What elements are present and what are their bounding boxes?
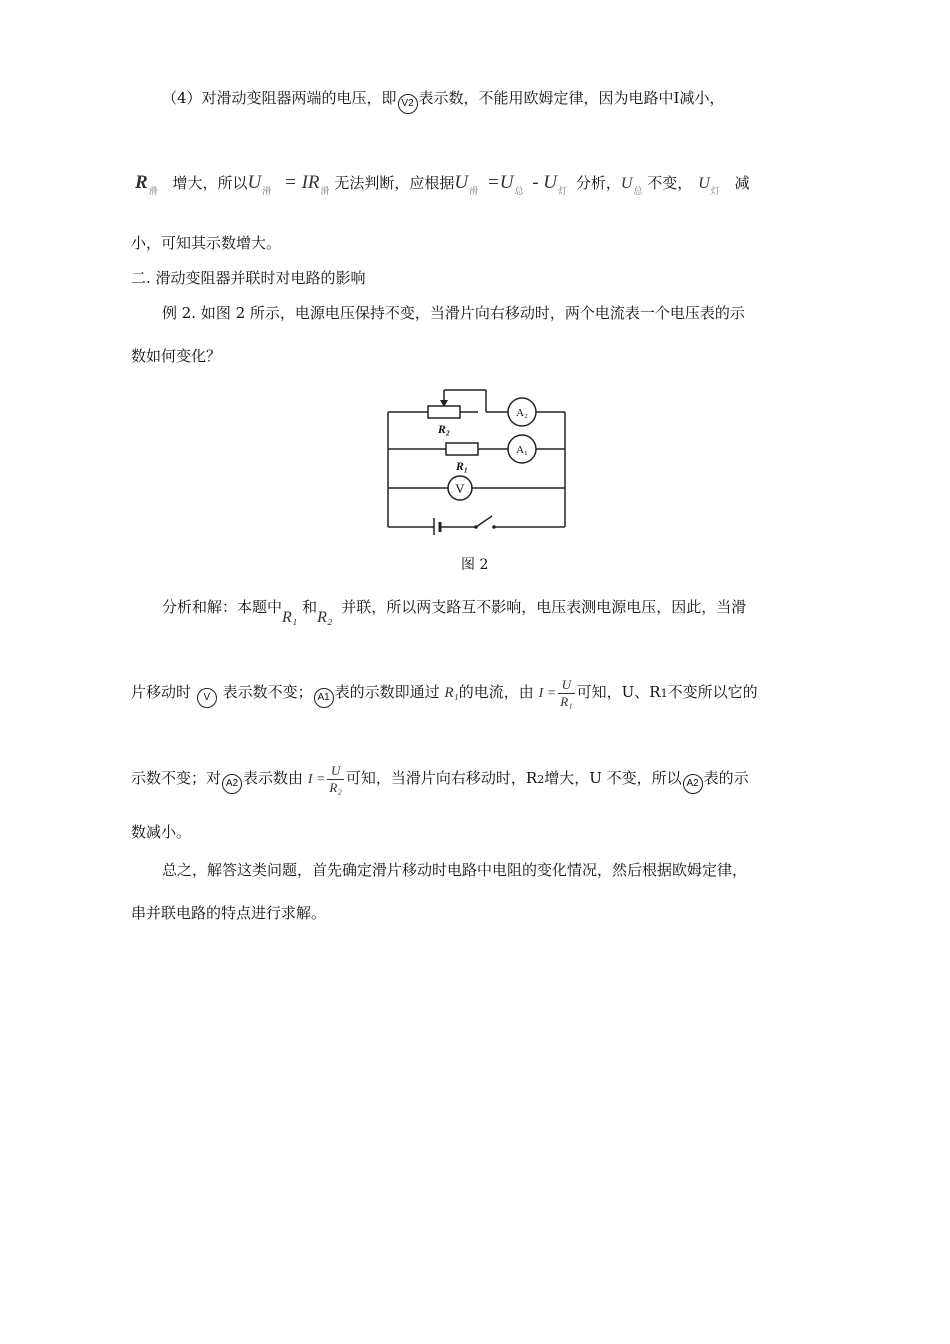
analysis-l2-text-d: 的电流，由 [458,683,534,701]
analysis-l2-text-e: 可知，U、R [576,683,661,701]
sub-deng-2: 灯 [710,187,720,197]
analysis-line3 [131,758,749,800]
resistor-r1 [446,443,478,455]
analysis-l2-e-sub: 1 [660,687,668,700]
fraction-u-r1-num: U [558,677,574,694]
fraction-u-r1-den: R₁ [560,693,573,709]
eq-u-total: =U [486,172,514,193]
label-r2: R₂ [437,422,451,436]
u-symbol: U [247,172,262,193]
analysis-line1 [162,592,746,633]
analysis-l2-r1: R₁ [444,685,459,701]
minus-u-lamp: - U [532,172,558,193]
analysis-l3-text-a: 示数不变；对 [131,769,222,787]
label-a2: A₂ [516,407,528,419]
analysis-line2 [131,672,758,714]
sub-hua-2: 滑 [262,187,272,197]
voltmeter-v2-icon: V2 [398,94,418,114]
analysis-l3-text-d: 增大，U 不变，所以 [544,769,682,787]
resistor-r2 [428,406,460,418]
voltmeter-v-icon: V [197,688,217,708]
analysis-l1-text-a: 分析和解：本题中 [162,598,283,616]
label-v: V [455,481,465,496]
fraction-u-r1 [558,677,574,710]
fraction-u-r2 [327,763,343,796]
p4-line2 [135,170,750,205]
analysis-and: 和 [302,598,318,616]
analysis-r1: R₁ [282,609,298,626]
sub-hua: 滑 [148,187,158,197]
analysis-l3-text-b: 表示数由 [243,769,304,787]
analysis-l2-text-f: 不变所以它的 [667,683,758,701]
ammeter-a2-icon: A2 [222,774,242,794]
fraction-u-r2-den: R₂ [329,779,342,795]
fraction-u-r2-num: U [327,763,343,780]
sub-hua-4: 滑 [469,187,479,197]
u-symbol-3: U [620,175,633,192]
label-a1: A₁ [516,444,528,456]
label-r1: R₁ [455,459,469,473]
r-symbol: R [135,172,148,193]
section2-heading: 二. 滑动变阻器并联时对电路的影响 [131,269,366,287]
p4-line2-text-b: 无法判断，应根据 [334,174,455,192]
p4-line2-text-e: 减 [734,174,750,192]
analysis-l1-text-b: 并联，所以两支路互不影响，电压表测电源电压，因此，当滑 [341,598,747,616]
example2-line2: 数如何变化？ [131,347,222,365]
p4-line2-text-c: 分析， [575,174,621,192]
circuit-diagram [380,385,575,535]
ammeter-a1-icon: A1 [314,688,334,708]
sub-zong-2: 总 [633,187,643,197]
example2-line1: 例 2. 如图 2 所示，电源电压保持不变，当滑片向右移动时，两个电流表一个电压表的示 [162,304,745,322]
analysis-line4: 数减小。 [131,823,192,841]
sub-zong: 总 [514,187,524,197]
p4-line3: 小，可知其示数增大。 [131,234,282,252]
p4-line2-text-a: 增大，所以 [172,174,248,192]
p4-line1-text-b: 表示数，不能用欧姆定律，因为电路中Ⅰ减小， [418,89,725,107]
u-symbol-2: U [454,172,469,193]
p4-line2-text-d: 不变， [647,174,693,192]
p4-line1-text-a: （4）对滑动变阻器两端的电压，即 [162,89,397,107]
ohm-eq-i-2: I = [307,772,326,787]
analysis-l3-c-sub: 2 [537,773,545,786]
analysis-l2-text-b: 表示数不变； [222,683,313,701]
summary-line2: 串并联电路的特点进行求解。 [131,904,327,922]
analysis-l2-text-c: 表的示数即通过 [334,683,440,701]
p4-line1 [162,88,724,114]
analysis-r2: R₂ [317,609,333,626]
analysis-l2-text-a: 片移动时 [131,683,192,701]
u-symbol-4: U [698,175,710,192]
figure-caption: 图 2 [461,557,489,573]
switch-blade [476,516,492,527]
analysis-l3-text-e: 表的示 [703,769,749,787]
summary-line1: 总之，解答这类问题，首先确定滑片移动时电路中电阻的变化情况，然后根据欧姆定律， [162,861,748,879]
sub-deng: 灯 [558,187,568,197]
eq-ir: = IR [284,172,320,193]
ohm-eq-i-1: I = [538,686,557,701]
sub-hua-3: 滑 [320,187,330,197]
ammeter-a2-icon-2: A2 [683,774,703,794]
analysis-l3-text-c: 可知，当滑片向右移动时，R [345,769,538,787]
